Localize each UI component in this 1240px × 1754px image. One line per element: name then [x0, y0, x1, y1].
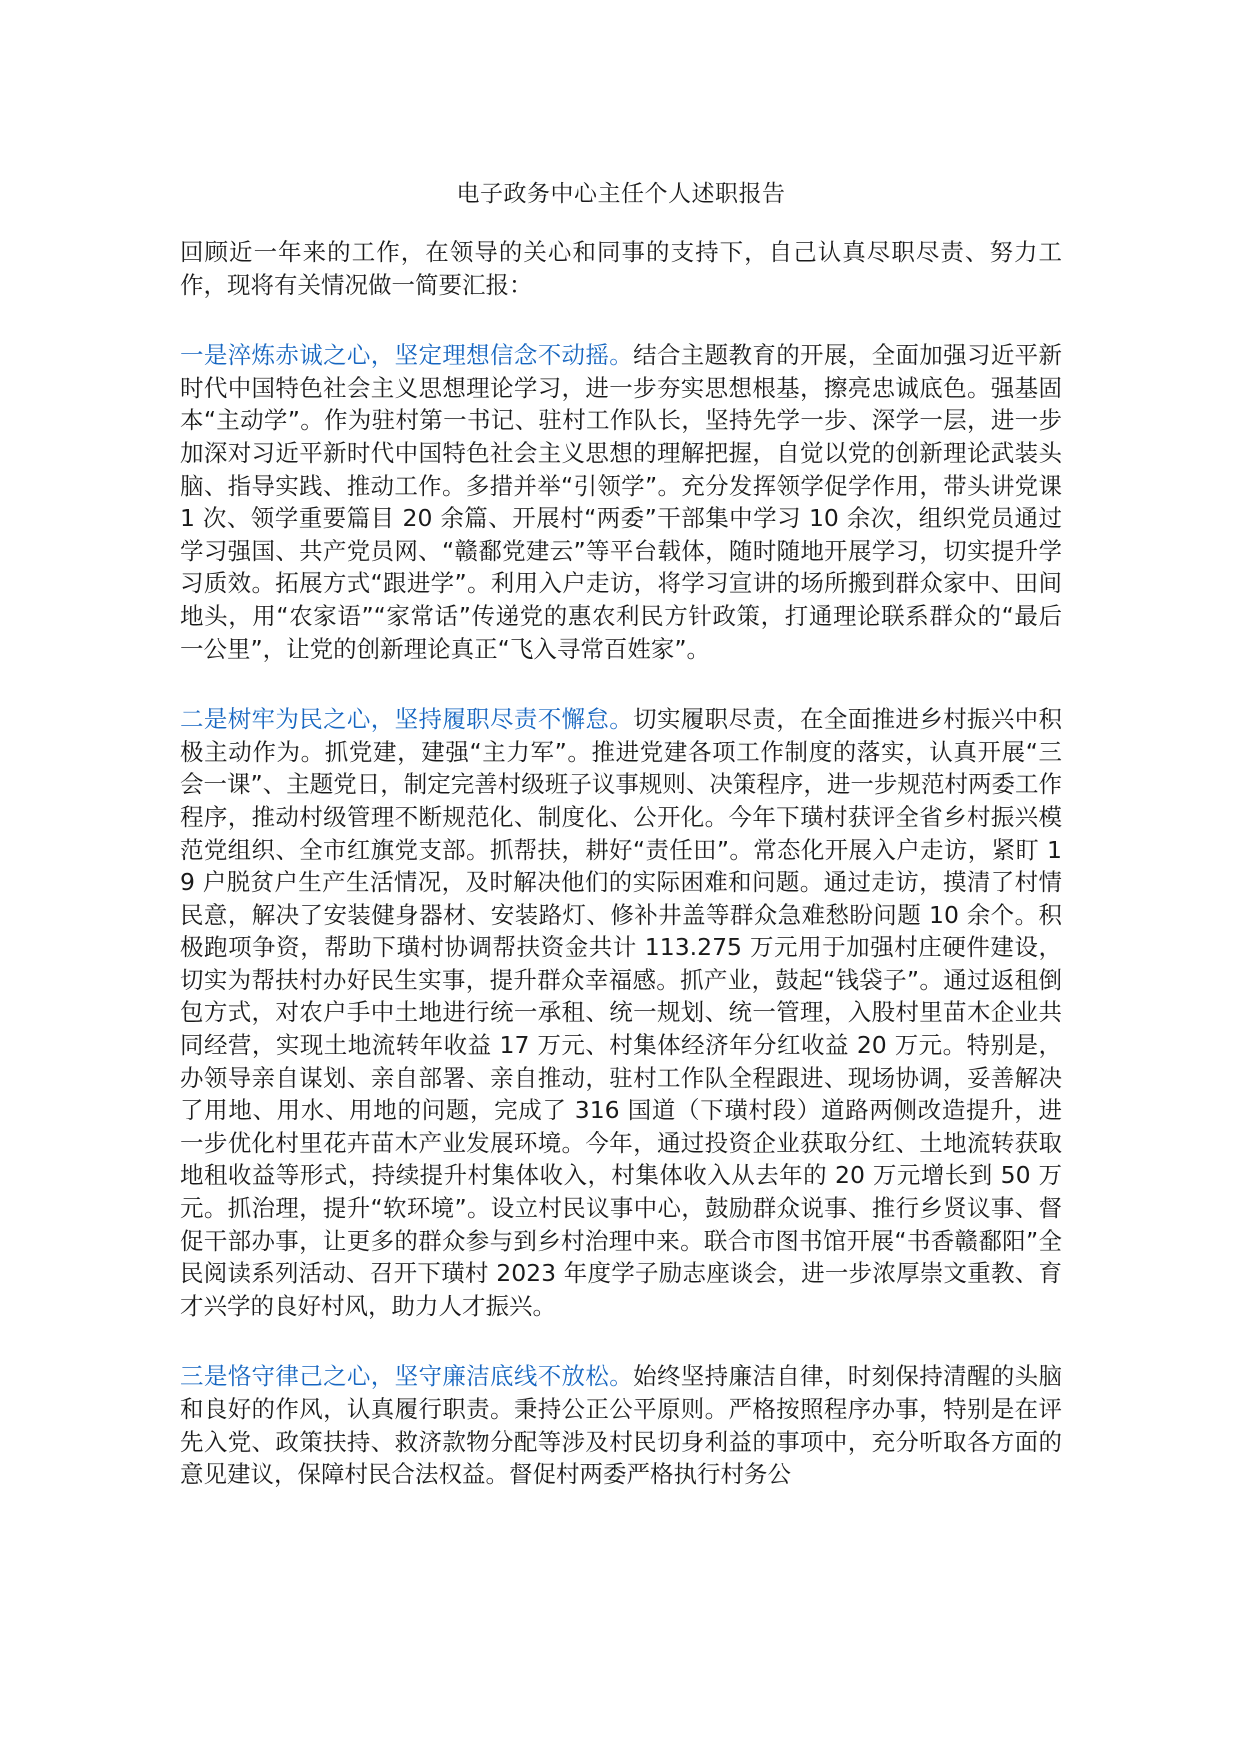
section-paragraph-3 [180, 1360, 1062, 1490]
section-heading-2: 二是树牢为民之心，坚持履职尽责不懈怠。 [180, 705, 634, 734]
section-body-1: 结合主题教育的开展，全面加强习近平新时代中国特色社会主义思想理论学习，进一步夯实思想根基，擦亮忠诚底色。强基固本“主动学”。作为驻村第一书记、驻村工作队长，坚持先学一步、深学一层，进一步加深对习近平新时代中国特色社会主义思想的理解把握，自觉以党的创新理论武装头脑、指导实践、推动工作。多措并举“引领学”。充分发挥领学促学作用，带头讲党课 1 次、领学重要篇目 20 余篇、开展村“两委”干部集中学习 10 余次，组织党员通过学习强国、共产党员网、“赣鄱党建云”等平台载体，随时随地开展学习，切实提升学习质效。拓展方式“跟进学”。利用入户走访，将学习宣讲的场所搬到群众家中、田间地头，用“农家语”“家常话”传递党的惠农利民方针政策，打通理论联系群众的“最后一公里”，让党的创新理论真正“飞入寻常百姓家”。 [180, 341, 1063, 663]
section-paragraph-1 [180, 339, 1062, 665]
section-body-2: 切实履职尽责，在全面推进乡村振兴中积极主动作为。抓党建，建强“主力军”。推进党建各项工作制度的落实，认真开展“三会一课”、主题党日，制定完善村级班子议事规则、决策程序，进一步规范村两委工作程序，推动村级管理不断规范化、制度化、公开化。今年下璜村获评全省乡村振兴模范党组织、全市红旗党支部。抓帮扶，耕好“责任田”。常态化开展入户走访，紧盯 19 户脱贫户生产生活情况，及时解决他们的实际困难和问题。通过走访，摸清了村情民意，解决了安装健身器材、安装路灯、修补井盖等群众急难愁盼问题 10 余个。积极跑项争资，帮助下璜村协调帮扶资金共计 113.275 万元用于加强村庄硬件建设，切实为帮扶村办好民生实事，提升群众幸福感。抓产业，鼓起“钱袋子”。通过返租倒包方式，对农户手中土地进行统一承租、统一规划、统一管理，入股村里苗木企业共同经营，实现土地流转年收益 17 万元、村集体经济年分红收益 20 万元。特别是，办领导亲自谋划、亲自部署、亲自推动，驻村工作队全程跟进、现场协调，妥善解决了用地、用水、用地的问题，完成了 316 国道（下璜村段）道路两侧改造提升，进一步优化村里花卉苗木产业发展环境。今年，通过投资企业获取分红、土地流转获取地租收益等形式，持续提升村集体收入，村集体收入从去年的 20 万元增长到 50 万元。抓治理，提升“软环境”。设立村民议事中心，鼓励群众说事、推行乡贤议事、督促干部办事，让更多的群众参与到乡村治理中来。联合市图书馆开展“书香赣鄱阳”全民阅读系列活动、召开下璜村 2023 年度学子励志座谈会，进一步浓厚崇文重教、育才兴学的良好村风，助力人才振兴。 [180, 705, 1063, 1320]
section-heading-1: 一是淬炼赤诚之心，坚定理想信念不动摇。 [180, 341, 634, 370]
document-page [180, 174, 1062, 1529]
section-paragraph-2 [180, 703, 1062, 1322]
section-heading-3: 三是恪守律己之心，坚守廉洁底线不放松。 [180, 1362, 634, 1391]
intro-paragraph: 回顾近一年来的工作，在领导的关心和同事的支持下，自己认真尽职尽责、努力工作，现将有关情况做一简要汇报： [180, 238, 1062, 299]
section-body-3: 始终坚持廉洁自律，时刻保持清醒的头脑和良好的作风，认真履行职责。秉持公正公平原则。严格按照程序办事，特别是在评先入党、政策扶持、救济款物分配等涉及村民切身利益的事项中，充分听取各方面的意见建议，保障村民合法权益。督促村两委严格执行村务公 [180, 1362, 1063, 1489]
document-title: 电子政务中心主任个人述职报告 [456, 181, 786, 207]
